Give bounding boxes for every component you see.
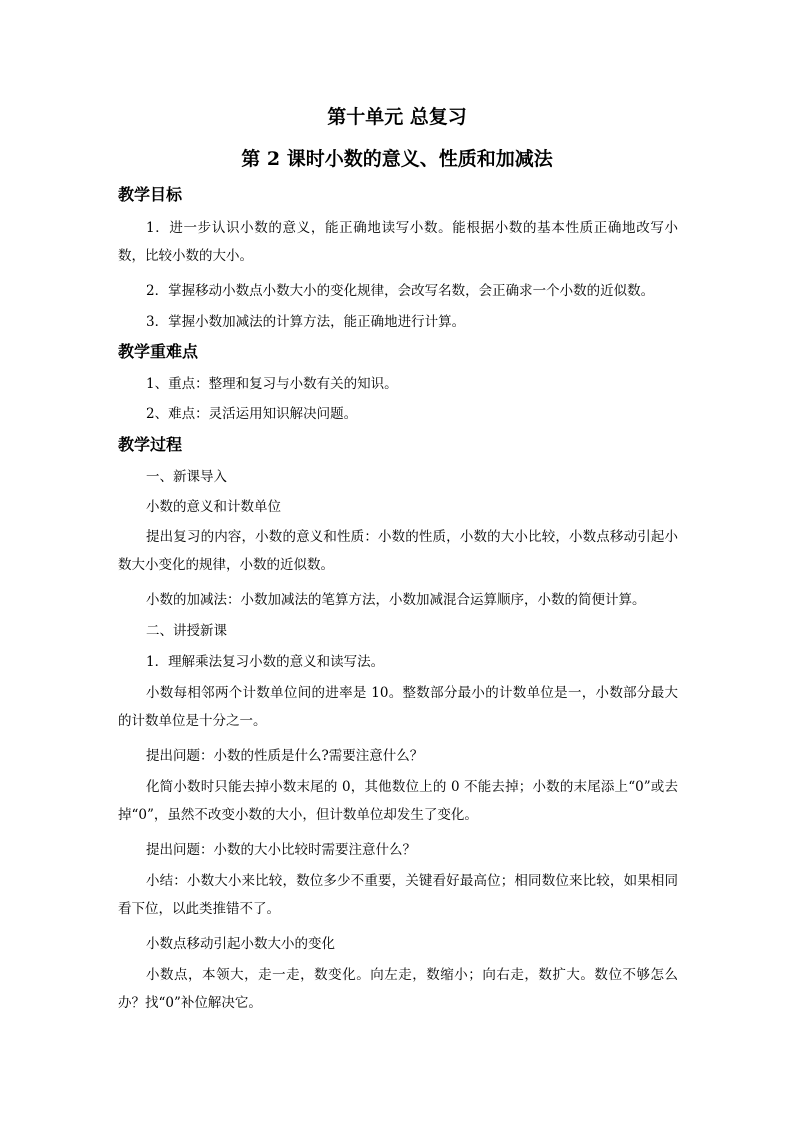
lesson-title: 第 2 课时小数的意义、性质和加减法 <box>241 148 553 170</box>
goals-heading: 教学目标 <box>118 185 183 204</box>
process-heading: 教学过程 <box>118 435 183 454</box>
process-item-5: 二、讲授新课 <box>146 623 227 639</box>
process-item-12: 小数点移动引起小数大小的变化 <box>146 936 335 952</box>
process-item-2: 小数的意义和计数单位 <box>146 499 281 515</box>
process-item-3: 提出复习的内容，小数的意义和性质：小数的性质，小数的大小比较，小数点移动引起小数大小变化的规律，小数的近似数。 <box>118 529 678 573</box>
keypoint-item-1: 1、重点：整理和复习与小数有关的知识。 <box>146 376 398 392</box>
process-item-6: 1．理解乘法复习小数的意义和读写法。 <box>146 654 385 670</box>
goal-item-3: 3．掌握小数加减法的计算方法，能正确地进行计算。 <box>146 314 466 330</box>
goal-item-1: 1．进一步认识小数的意义，能正确地读写小数。能根据小数的基本性质正确地改写小数，比较小数的大小。 <box>118 220 678 264</box>
unit-title: 第十单元 总复习 <box>327 106 467 128</box>
keypoint-item-2: 2、难点：灵活运用知识解决问题。 <box>146 406 358 422</box>
process-item-10: 提出问题：小数的大小比较时需要注意什么？ <box>146 842 416 858</box>
process-item-11: 小结：小数大小来比较，数位多少不重要，关键看好最高位；相同数位来比较，如果相同看下位，以此类推错不了。 <box>118 873 678 917</box>
process-item-1: 一、新课导入 <box>146 469 227 485</box>
process-item-4: 小数的加减法：小数加减法的笔算方法，小数加减混合运算顺序，小数的简便计算。 <box>146 592 646 608</box>
process-item-13: 小数点，本领大，走一走，数变化。向左走，数缩小；向右走，数扩大。数位不够怎么办？找“0”补位解决它。 <box>118 967 678 1011</box>
process-item-9: 化简小数时只能去掉小数末尾的 0，其他数位上的 0 不能去掉；小数的末尾添上“0”或去掉“0”，虽然不改变小数的大小，但计数单位却发生了变化。 <box>118 779 678 823</box>
keypoints-heading: 教学重难点 <box>118 342 199 361</box>
process-item-8: 提出问题：小数的性质是什么?需要注意什么？ <box>146 748 424 764</box>
goal-item-2: 2．掌握移动小数点小数大小的变化规律，会改写名数，会正确求一个小数的近似数。 <box>146 283 655 299</box>
process-item-7: 小数每相邻两个计数单位间的进率是 10。整数部分最小的计数单位是一，小数部分最大的计数单位是十分之一。 <box>118 685 678 729</box>
